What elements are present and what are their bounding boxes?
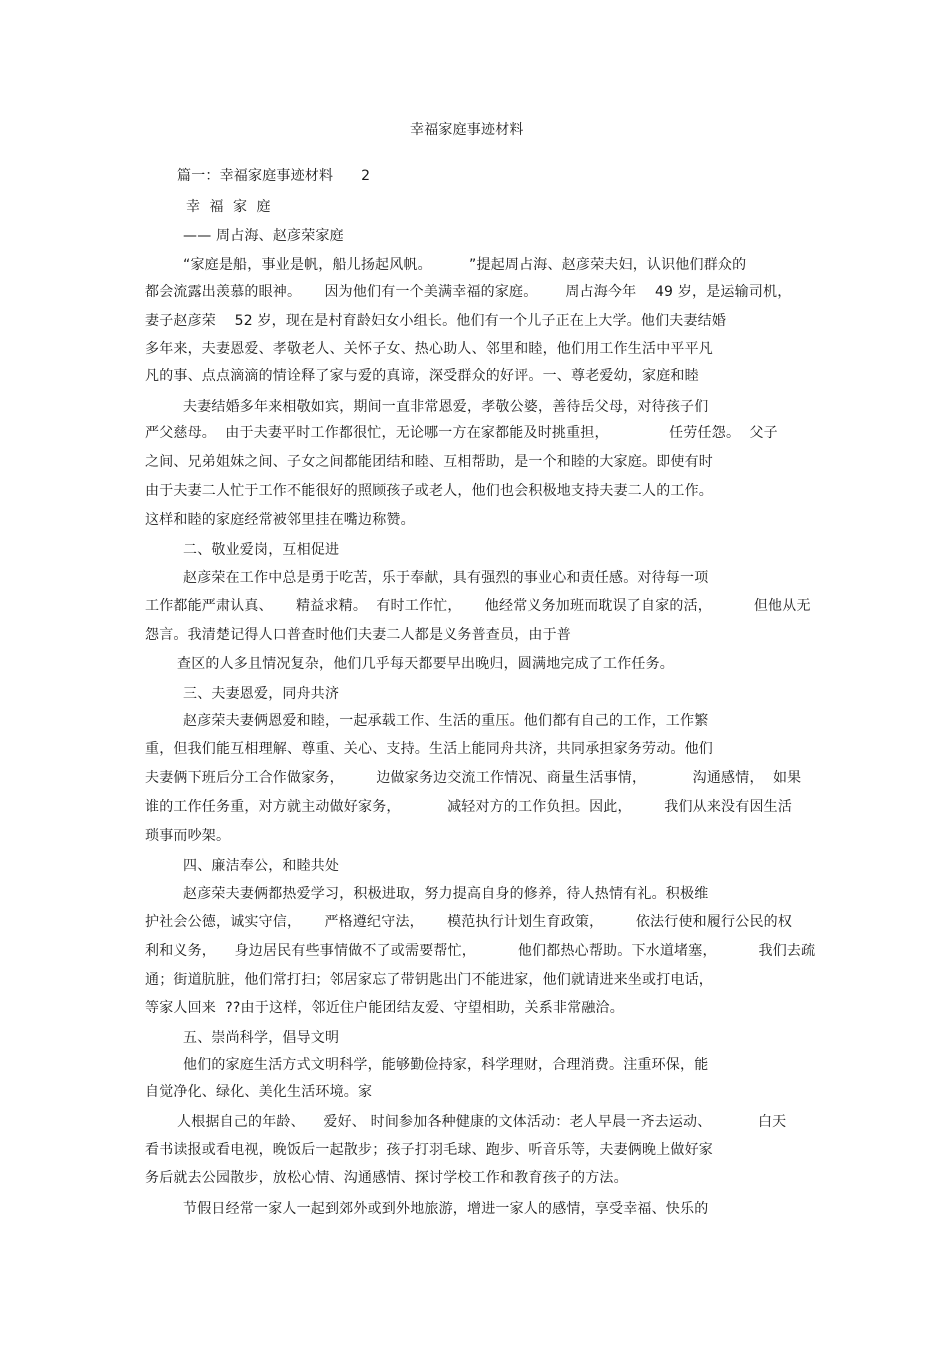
paragraph-line: 自觉净化、绿化、美化生活环境。家 <box>145 1084 373 1100</box>
paragraph-line: 护社会公德，诚实守信， 严格遵纪守法， 模范执行计划生育政策， 依法行使和履行公民的权 <box>145 914 793 930</box>
paragraph-line: 严父慈母。 由于夫妻平时工作都很忙，无论哪一方在家都能及时挑重担， 任劳任怨。 父子 <box>145 425 778 441</box>
document-title: 幸福家庭事迹材料 <box>410 122 524 138</box>
paragraph-line: 都会流露出羡慕的眼神。 因为他们有一个美满幸福的家庭。 周占海今年 49 岁，是运输司机， <box>145 284 792 300</box>
section-heading: 五、崇尚科学，倡导文明 <box>183 1030 340 1046</box>
section-heading: 三、夫妻恩爱，同舟共济 <box>183 686 340 702</box>
paragraph-line: 谁的工作任务重，对方就主动做好家务， 减轻对方的工作负担。因此， 我们从来没有因生活 <box>145 799 793 815</box>
paragraph-line: 琐事而吵架。 <box>145 828 231 844</box>
paragraph-line: 人根据自己的年龄、 爱好、 时间参加各种健康的文体活动：老人早晨一齐去运动、 白天 <box>177 1114 787 1130</box>
section-heading: 四、廉洁奉公，和睦共处 <box>183 858 340 874</box>
byline: —— 周占海、赵彦荣家庭 <box>183 228 344 244</box>
paragraph-line: 赵彦荣在工作中总是勇于吃苦，乐于奉献，具有强烈的事业心和责任感。对待每一项 <box>183 570 709 586</box>
paragraph-line: “家庭是船，事业是帆，船儿扬起风帆。 ”提起周占海、赵彦荣夫妇，认识他们群众的 <box>183 257 747 273</box>
paragraph-line: 通；街道肮脏，他们常打扫；邻居家忘了带钥匙出门不能进家，他们就请进来坐或打电话， <box>145 972 713 988</box>
paragraph-line: 等家人回来 ??由于这样，邻近住户能团结友爱、守望相助，关系非常融洽。 <box>145 1000 624 1016</box>
paragraph-line: 赵彦荣夫妻俩恩爱和睦，一起承载工作、生活的重压。他们都有自己的工作，工作繁 <box>183 713 709 729</box>
paragraph-line: 之间、兄弟姐妹之间、子女之间都能团结和睦、互相帮助，是一个和睦的大家庭。即使有时 <box>145 454 713 470</box>
paragraph-line: 赵彦荣夫妻俩都热爱学习，积极进取，努力提高自身的修养，待人热情有礼。积极维 <box>183 886 709 902</box>
paragraph-line: 重，但我们能互相理解、尊重、关心、支持。生活上能同舟共济，共同承担家务劳动。他们 <box>145 741 713 757</box>
paragraph-line: 这样和睦的家庭经常被邻里挂在嘴边称赞。 <box>145 512 415 528</box>
paragraph-line: 多年来，夫妻恩爱、孝敬老人、关怀子女、热心助人、邻里和睦，他们用工作生活中平平凡 <box>145 341 713 357</box>
paragraph-line: 他们的家庭生活方式文明科学，能够勤俭持家，科学理财，合理消费。注重环保，能 <box>183 1057 709 1073</box>
paragraph-line: 工作都能严肃认真、 精益求精。 有时工作忙， 他经常义务加班而耽误了自家的活， 但他从无 <box>145 598 811 614</box>
paragraph-line: 节假日经常一家人一起到郊外或到外地旅游，增进一家人的感情，享受幸福、快乐的 <box>183 1201 709 1217</box>
paragraph-line: 看书读报或看电视，晚饭后一起散步；孩子打羽毛球、跑步、听音乐等，夫妻俩晚上做好家 <box>145 1142 713 1158</box>
section-heading: 篇一：幸福家庭事迹材料 2 <box>177 168 371 184</box>
sub-heading: 幸 福 家 庭 <box>186 199 271 215</box>
paragraph-line: 怨言。我清楚记得人口普查时他们夫妻二人都是义务普查员，由于普 <box>145 627 571 643</box>
paragraph-line: 查区的人多且情况复杂，他们几乎每天都要早出晚归，圆满地完成了工作任务。 <box>177 656 674 672</box>
paragraph-line: 夫妻俩下班后分工合作做家务， 边做家务边交流工作情况、商量生活事情， 沟通感情， 如果 <box>145 770 802 786</box>
paragraph-line: 妻子赵彦荣 52 岁，现在是村育龄妇女小组长。他们有一个儿子正在上大学。他们夫妻结婚 <box>145 313 727 329</box>
paragraph-line: 务后就去公园散步，放松心情、沟通感情、探讨学校工作和教育孩子的方法。 <box>145 1170 628 1186</box>
paragraph-line: 由于夫妻二人忙于工作不能很好的照顾孩子或老人，他们也会积极地支持夫妻二人的工作。 <box>145 483 713 499</box>
paragraph-line: 利和义务， 身边居民有些事情做不了或需要帮忙， 他们都热心帮助。下水道堵塞， 我们去疏 <box>145 943 816 959</box>
section-heading: 二、敬业爱岗，互相促进 <box>183 542 340 558</box>
paragraph-line: 凡的事、点点滴滴的情诠释了家与爱的真谛，深受群众的好评。一、尊老爱幼，家庭和睦 <box>145 368 699 384</box>
paragraph-line: 夫妻结婚多年来相敬如宾，期间一直非常恩爱，孝敬公婆，善待岳父母，对待孩子们 <box>183 399 709 415</box>
